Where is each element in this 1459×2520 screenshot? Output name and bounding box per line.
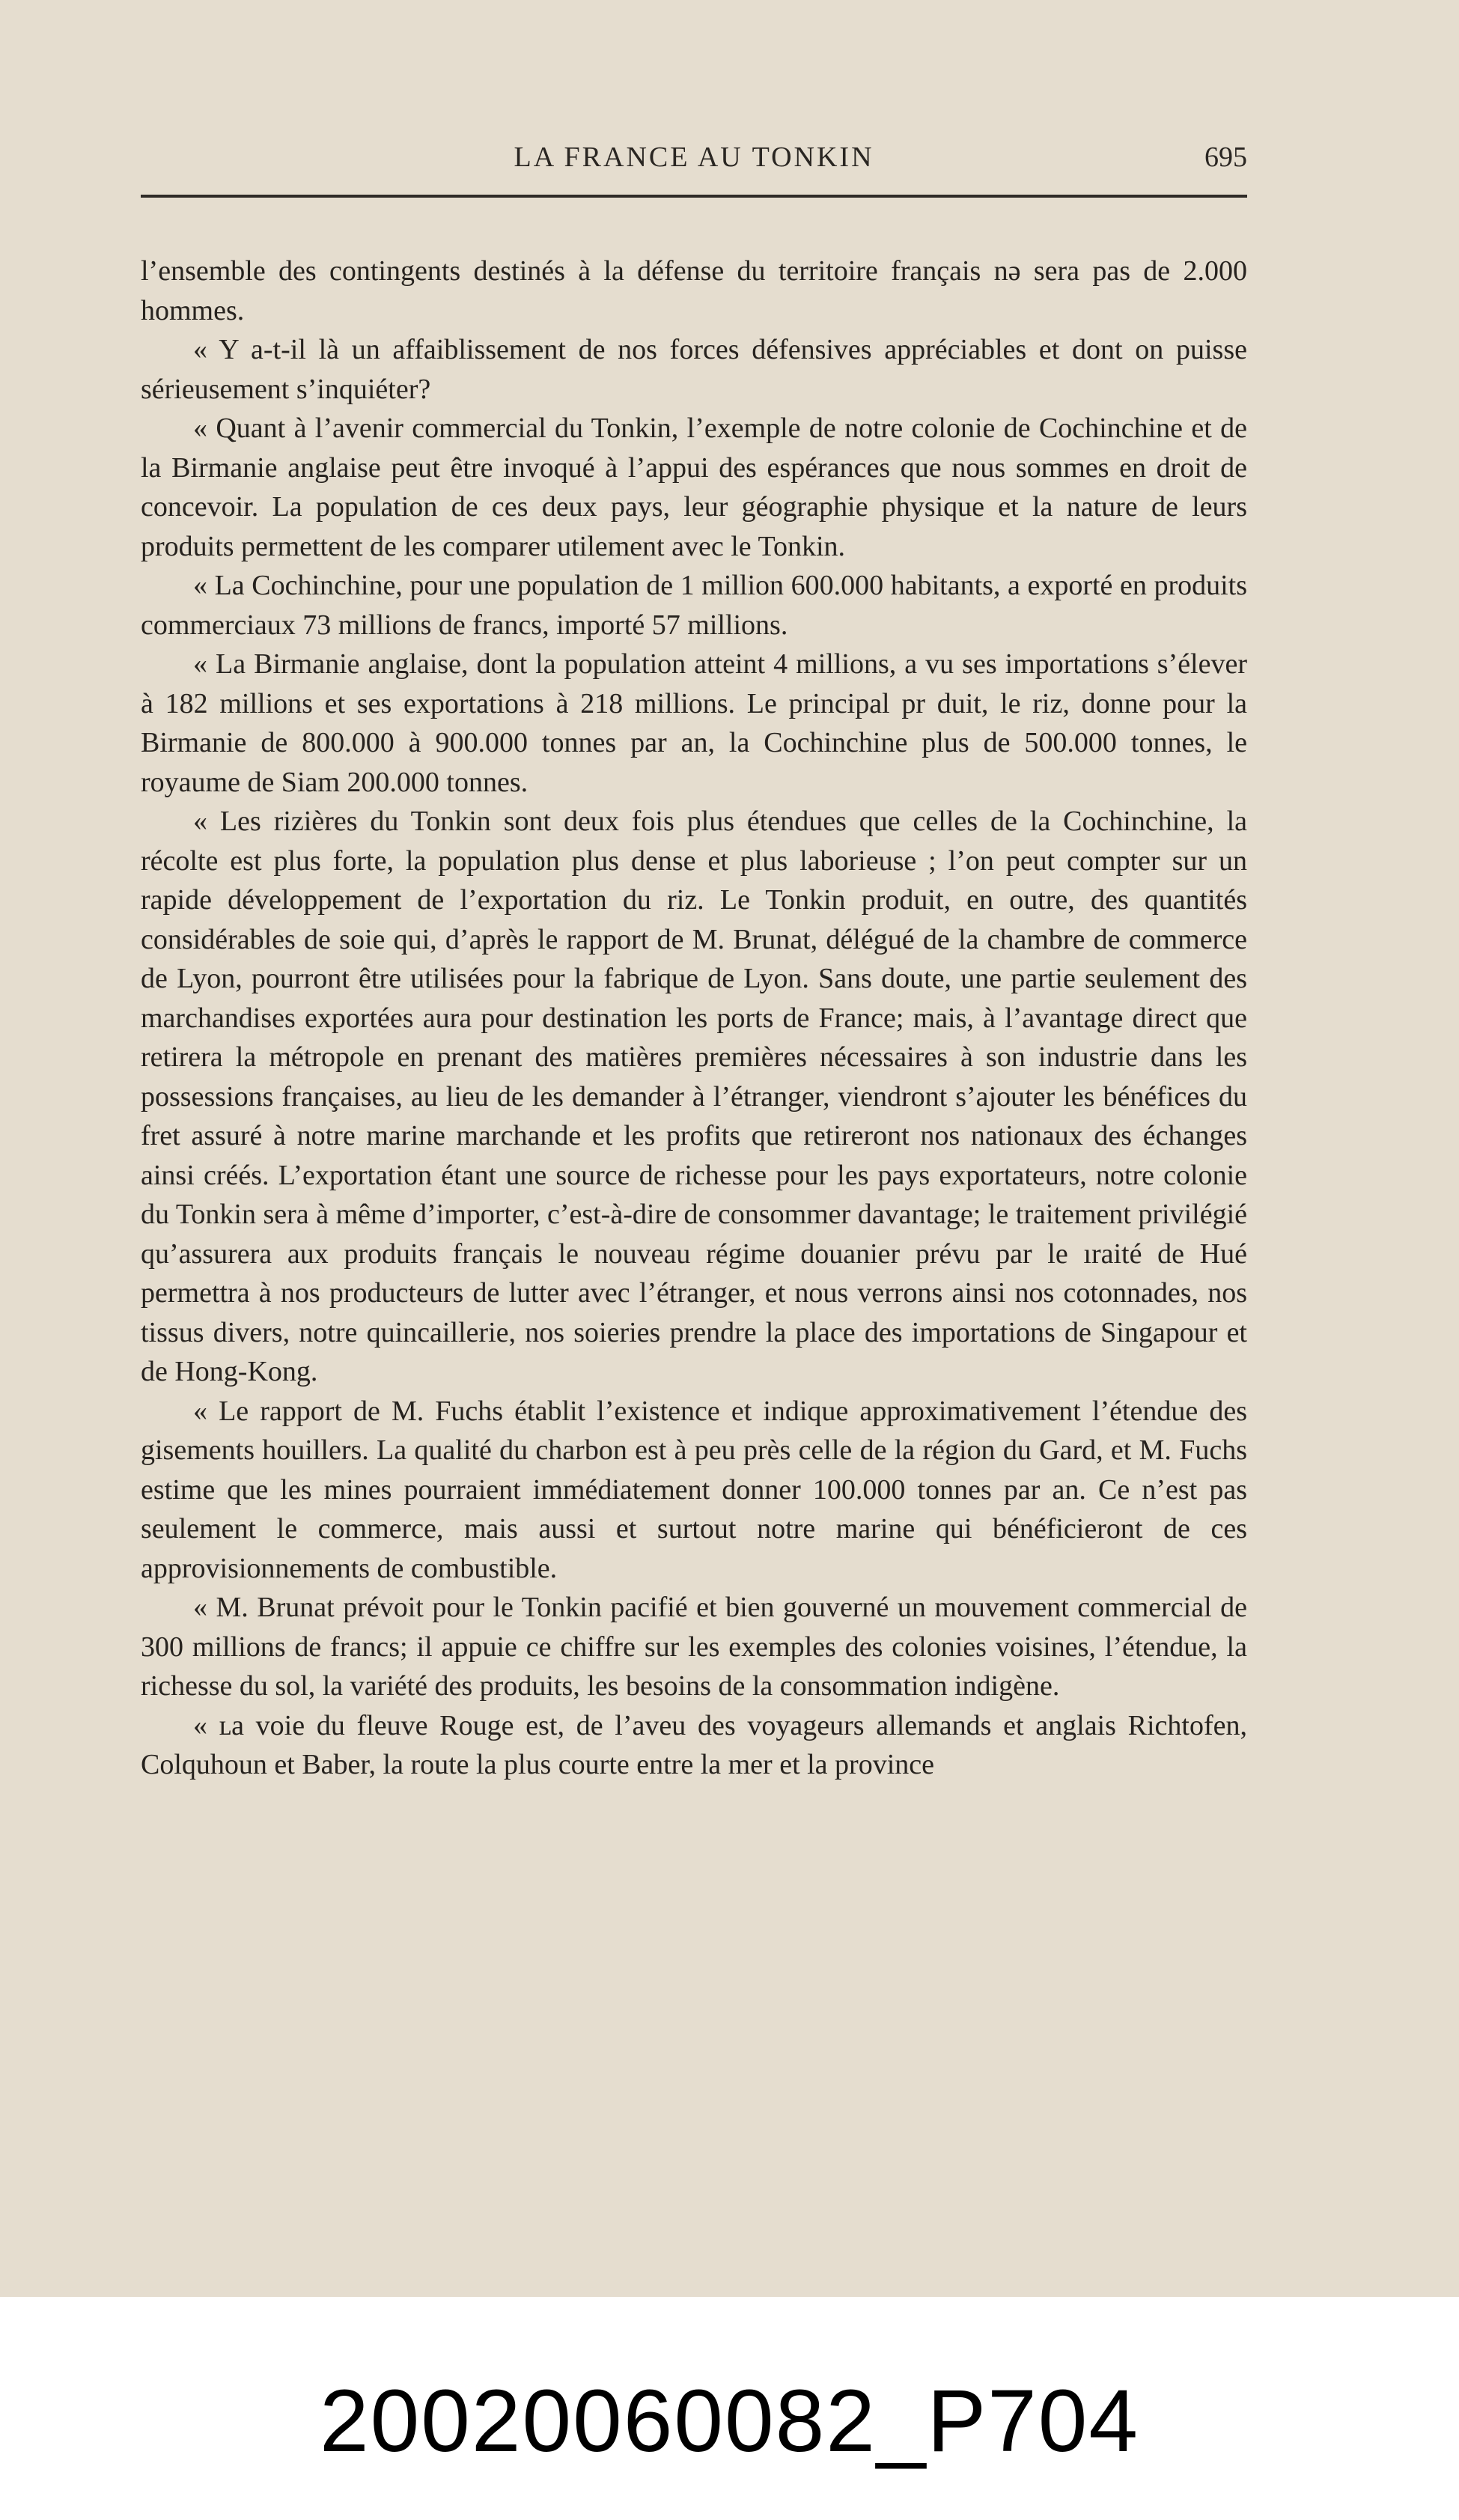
page-header <box>141 141 1247 186</box>
paragraph: « M. Brunat prévoit pour le Tonkin pacifié et bien gouverné un mouvement commercial de 300 millions de francs; il appuie ce chiffre sur les exemples des colonies voisines, l’étendue, la richesse du sol, la variété des produits, les besoins de la consommation indigène. <box>141 1592 1247 1702</box>
paragraph: « ʟa voie du fleuve Rouge est, de l’aveu des voyageurs allemands et anglais Richtofen, Colquhoun et Baber, la route la plus courte entre la mer et la province <box>141 1709 1247 1780</box>
header-rule <box>141 195 1247 198</box>
paragraph: « Les rizières du Tonkin sont deux fois plus étendues que celles de la Cochinchine, la récolte est plus forte, la population plus dense et plus laborieuse ; l’on peut compter sur un rapide développement de l’exportation du riz. Le Tonkin produit, en outre, des quantités considérables de soie qui, d’après le rapport de M. Brunat, délégué de la chambre de commerce de Lyon, pourront être utilisées pour la fabrique de Lyon. Sans doute, une partie seulement des marchandises exportées aura pour destination les ports de France; mais, à l’avantage direct que retirera la métropole en prenant des matières premières nécessaires à son industrie dans les possessions françaises, au lieu de les demander à l’étranger, viendront s’ajouter les bénéfices du fret assuré à notre marine marchande et les profits que retireront nos nationaux des échanges ainsi créés. L’exportation étant une source de richesse pour les pays exportateurs, notre colonie du Tonkin sera à même d’importer, c’est-à-dire de consommer davantage; le traitement privilégié qu’assurera aux produits français le nouveau régime douanier prévu par le ıraité de Hué permettra à nos producteurs de lutter avec l’étranger, et nous verrons ainsi nos cotonnades, nos tissus divers, notre quincaillerie, nos soieries prendre la place des importations de Singapour et de Hong-Kong. <box>141 806 1247 1387</box>
paragraph: l’ensemble des contingents destinés à la défense du territoire français nə sera pas de 2.000 hommes. <box>141 255 1247 326</box>
image-caption: 20020060082_P704 <box>319 2372 1140 2471</box>
paragraph: « Quant à l’avenir commercial du Tonkin, l’exemple de notre colonie de Cochinchine et de la Birmanie anglaise peut être invoqué à l’appui des espérances que nous sommes en droit de concevoir. La population de ces deux pays, leur géographie physique et la nature de leurs produits permettent de les comparer utilement avec le Tonkin. <box>141 413 1247 562</box>
page-number: 695 <box>1204 141 1247 173</box>
running-title: LA FRANCE AU TONKIN <box>514 141 874 173</box>
caption-area <box>0 2297 1459 2520</box>
body-text <box>141 252 1247 1785</box>
paragraph: « Y a-t-il là un affaiblissement de nos forces défensives appréciables et dont on puisse sérieusement s’inquiéter? <box>141 334 1247 405</box>
paragraph: « La Cochinchine, pour une population de 1 million 600.000 habitants, a exporté en produits commerciaux 73 millions de francs, importé 57 millions. <box>141 570 1247 641</box>
paragraph: « La Birmanie anglaise, dont la population atteint 4 millions, a vu ses importations s’élever à 182 millions et ses exportations à 218 millions. Le principal pr duit, le riz, donne pour la Birmanie de 800.000 à 900.000 tonnes par an, la Cochinchine plus de 500.000 tonnes, le royaume de Siam 200.000 tonnes. <box>141 648 1247 798</box>
paragraph: « Le rapport de M. Fuchs établit l’existence et indique approximativement l’étendue des gisements houillers. La qualité du charbon est à peu près celle de la région du Gard, et M. Fuchs estime que les mines pourraient immédiatement donner 100.000 tonnes par an. Ce n’est pas seulement le commerce, mais aussi et surtout notre marine qui bénéficieront de ces approvisionnements de combustible. <box>141 1395 1247 1584</box>
